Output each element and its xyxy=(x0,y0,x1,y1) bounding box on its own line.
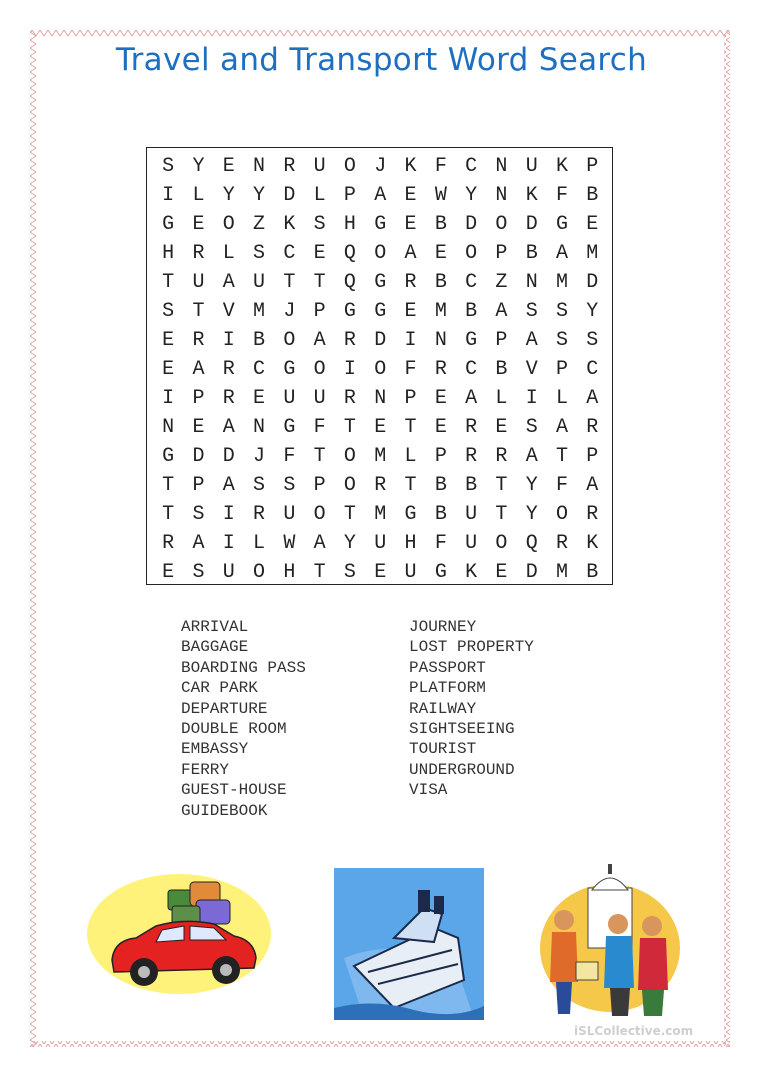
word-list-item: PLATFORM xyxy=(409,679,486,698)
grid-letter: P xyxy=(313,474,326,497)
grid-letter: A xyxy=(222,416,235,439)
grid-letter: O xyxy=(465,242,478,265)
grid-letter: G xyxy=(162,445,175,468)
word-list-item: JOURNEY xyxy=(409,618,477,636)
grid-letter: Y xyxy=(465,184,478,207)
grid-letter: A xyxy=(192,358,205,381)
word-list-item: DOUBLE ROOM xyxy=(181,720,287,739)
grid-letter: N xyxy=(253,416,266,439)
grid-row xyxy=(147,442,612,471)
grid-letter: U xyxy=(313,155,326,178)
grid-letter: S xyxy=(162,300,175,323)
grid-row xyxy=(147,152,612,181)
word-list-item: CAR PARK xyxy=(181,679,258,698)
grid-letter: N xyxy=(374,387,387,410)
grid-letter: A xyxy=(192,532,205,555)
grid-letter: B xyxy=(434,503,447,526)
grid-letter: D xyxy=(374,329,387,352)
grid-letter: G xyxy=(343,300,356,323)
grid-letter: M xyxy=(586,242,599,265)
grid-letter: P xyxy=(313,300,326,323)
grid-letter: D xyxy=(283,184,296,207)
grid-letter: I xyxy=(222,503,235,526)
grid-letter: E xyxy=(374,561,387,584)
grid-letter: R xyxy=(343,329,356,352)
grid-letter: K xyxy=(525,184,538,207)
grid-letter: E xyxy=(192,213,205,236)
grid-letter: G xyxy=(465,329,478,352)
grid-row xyxy=(147,268,612,297)
grid-letter: V xyxy=(525,358,538,381)
grid-letter: S xyxy=(525,416,538,439)
grid-letter: E xyxy=(404,184,417,207)
grid-row xyxy=(147,239,612,268)
grid-letter: K xyxy=(404,155,417,178)
grid-letter: Y xyxy=(192,155,205,178)
grid-letter: O xyxy=(556,503,569,526)
grid-letter: P xyxy=(586,445,599,468)
grid-letter: R xyxy=(465,416,478,439)
grid-letter: R xyxy=(222,358,235,381)
grid-letter: H xyxy=(162,242,175,265)
grid-letter: R xyxy=(586,416,599,439)
grid-letter: U xyxy=(465,532,478,555)
grid-letter: A xyxy=(222,271,235,294)
grid-letter: C xyxy=(253,358,266,381)
grid-letter: O xyxy=(313,503,326,526)
grid-letter: H xyxy=(404,532,417,555)
grid-letter: O xyxy=(222,213,235,236)
grid-letter: F xyxy=(434,532,447,555)
grid-letter: T xyxy=(192,300,205,323)
word-list-item: PASSPORT xyxy=(409,658,486,677)
grid-row xyxy=(147,529,612,558)
grid-letter: T xyxy=(495,503,508,526)
grid-letter: R xyxy=(162,532,175,555)
grid-letter: O xyxy=(374,358,387,381)
grid-letter: L xyxy=(222,242,235,265)
word-list-item: ARRIVAL xyxy=(181,618,249,636)
grid-letter: S xyxy=(192,561,205,584)
grid-letter: A xyxy=(586,474,599,497)
grid-letter: R xyxy=(586,503,599,526)
grid-letter: T xyxy=(313,561,326,584)
grid-letter: E xyxy=(586,213,599,236)
grid-letter: G xyxy=(283,416,296,439)
grid-letter: T xyxy=(283,271,296,294)
grid-letter: S xyxy=(556,300,569,323)
grid-letter: R xyxy=(222,387,235,410)
grid-letter: M xyxy=(556,561,569,584)
grid-letter: E xyxy=(404,213,417,236)
grid-letter: Z xyxy=(495,271,508,294)
grid-letter: R xyxy=(465,445,478,468)
grid-letter: F xyxy=(556,474,569,497)
grid-letter: P xyxy=(556,358,569,381)
cruise-ship-icon xyxy=(334,868,484,1024)
grid-row xyxy=(147,558,612,587)
word-list-item: DEPARTURE xyxy=(181,699,268,718)
grid-letter: E xyxy=(495,416,508,439)
grid-letter: R xyxy=(343,387,356,410)
grid-letter: H xyxy=(283,561,296,584)
word-list-item: UNDERGROUND xyxy=(409,760,515,779)
grid-letter: M xyxy=(556,271,569,294)
grid-letter: R xyxy=(495,445,508,468)
grid-letter: E xyxy=(192,416,205,439)
grid-letter: M xyxy=(374,445,387,468)
grid-letter: K xyxy=(556,155,569,178)
grid-letter: U xyxy=(253,271,266,294)
grid-letter: T xyxy=(495,474,508,497)
grid-letter: L xyxy=(192,184,205,207)
grid-letter: M xyxy=(434,300,447,323)
grid-letter: E xyxy=(434,387,447,410)
grid-letter: A xyxy=(374,184,387,207)
grid-letter: F xyxy=(404,358,417,381)
grid-letter: F xyxy=(556,184,569,207)
grid-letter: D xyxy=(465,213,478,236)
grid-letter: E xyxy=(253,387,266,410)
word-search-grid xyxy=(146,147,613,585)
grid-letter: O xyxy=(283,329,296,352)
grid-letter: P xyxy=(434,445,447,468)
grid-letter: G xyxy=(283,358,296,381)
grid-letter: O xyxy=(495,532,508,555)
grid-letter: C xyxy=(586,358,599,381)
grid-letter: C xyxy=(465,155,478,178)
car-with-luggage-icon xyxy=(84,868,274,1002)
grid-letter: O xyxy=(343,474,356,497)
grid-letter: S xyxy=(343,561,356,584)
grid-letter: P xyxy=(495,242,508,265)
grid-letter: M xyxy=(253,300,266,323)
grid-letter: L xyxy=(253,532,266,555)
grid-letter: E xyxy=(434,242,447,265)
grid-letter: L xyxy=(556,387,569,410)
grid-letter: K xyxy=(465,561,478,584)
grid-letter: T xyxy=(404,416,417,439)
grid-letter: H xyxy=(343,213,356,236)
grid-letter: T xyxy=(162,474,175,497)
grid-letter: B xyxy=(586,184,599,207)
grid-letter: F xyxy=(283,445,296,468)
grid-letter: I xyxy=(222,532,235,555)
grid-letter: L xyxy=(313,184,326,207)
word-list-item: FERRY xyxy=(181,760,230,779)
grid-letter: S xyxy=(253,242,266,265)
grid-row xyxy=(147,471,612,500)
grid-letter: E xyxy=(313,242,326,265)
grid-letter: G xyxy=(556,213,569,236)
grid-letter: N xyxy=(162,416,175,439)
grid-letter: Y xyxy=(343,532,356,555)
grid-letter: P xyxy=(192,387,205,410)
grid-letter: U xyxy=(525,155,538,178)
grid-letter: T xyxy=(162,271,175,294)
grid-letter: O xyxy=(495,213,508,236)
grid-letter: V xyxy=(222,300,235,323)
grid-letter: E xyxy=(434,416,447,439)
grid-letter: D xyxy=(586,271,599,294)
grid-letter: E xyxy=(222,155,235,178)
grid-letter: P xyxy=(192,474,205,497)
grid-letter: Q xyxy=(525,532,538,555)
grid-letter: I xyxy=(343,358,356,381)
grid-letter: S xyxy=(313,213,326,236)
grid-letter: M xyxy=(374,503,387,526)
grid-letter: Y xyxy=(525,474,538,497)
word-list-item: BAGGAGE xyxy=(181,638,249,657)
word-list-item: BOARDING PASS xyxy=(181,658,306,677)
grid-letter: R xyxy=(253,503,266,526)
grid-row xyxy=(147,210,612,239)
grid-letter: Y xyxy=(525,503,538,526)
grid-letter: R xyxy=(404,271,417,294)
grid-letter: G xyxy=(162,213,175,236)
watermark: iSLCollective.com xyxy=(574,1024,694,1038)
grid-letter: D xyxy=(525,561,538,584)
grid-letter: S xyxy=(162,155,175,178)
word-list-right xyxy=(409,617,534,801)
grid-letter: O xyxy=(343,445,356,468)
grid-letter: O xyxy=(253,561,266,584)
grid-letter: A xyxy=(465,387,478,410)
grid-letter: E xyxy=(404,300,417,323)
grid-letter: R xyxy=(434,358,447,381)
word-list-item: VISA xyxy=(409,781,448,800)
grid-letter: K xyxy=(283,213,296,236)
grid-letter: T xyxy=(343,416,356,439)
grid-letter: E xyxy=(495,561,508,584)
grid-letter: B xyxy=(465,474,478,497)
grid-letter: A xyxy=(586,387,599,410)
grid-row xyxy=(147,181,612,210)
grid-letter: D xyxy=(222,445,235,468)
grid-letter: B xyxy=(253,329,266,352)
word-list-item: GUIDEBOOK xyxy=(181,801,268,820)
grid-letter: D xyxy=(192,445,205,468)
grid-letter: T xyxy=(556,445,569,468)
grid-letter: C xyxy=(465,358,478,381)
grid-letter: T xyxy=(313,271,326,294)
grid-letter: J xyxy=(283,300,296,323)
grid-letter: G xyxy=(434,561,447,584)
grid-letter: U xyxy=(465,503,478,526)
grid-letter: R xyxy=(556,532,569,555)
grid-letter: J xyxy=(374,155,387,178)
grid-letter: B xyxy=(434,271,447,294)
grid-letter: Y xyxy=(253,184,266,207)
grid-letter: B xyxy=(434,213,447,236)
grid-letter: L xyxy=(495,387,508,410)
grid-letter: I xyxy=(162,184,175,207)
grid-letter: N xyxy=(434,329,447,352)
grid-letter: R xyxy=(192,242,205,265)
grid-row xyxy=(147,355,612,384)
grid-letter: I xyxy=(162,387,175,410)
grid-letter: D xyxy=(525,213,538,236)
grid-letter: Y xyxy=(586,300,599,323)
word-list-left xyxy=(181,617,306,821)
grid-letter: N xyxy=(495,155,508,178)
grid-letter: U xyxy=(374,532,387,555)
grid-letter: E xyxy=(374,416,387,439)
grid-letter: S xyxy=(192,503,205,526)
grid-letter: K xyxy=(586,532,599,555)
grid-letter: B xyxy=(586,561,599,584)
grid-letter: F xyxy=(313,416,326,439)
grid-letter: G xyxy=(374,213,387,236)
grid-letter: I xyxy=(525,387,538,410)
grid-letter: U xyxy=(313,387,326,410)
grid-letter: T xyxy=(343,503,356,526)
grid-letter: R xyxy=(283,155,296,178)
grid-letter: L xyxy=(404,445,417,468)
grid-letter: O xyxy=(374,242,387,265)
grid-letter: C xyxy=(465,271,478,294)
grid-letter: I xyxy=(222,329,235,352)
grid-letter: A xyxy=(556,242,569,265)
grid-letter: B xyxy=(525,242,538,265)
grid-letter: O xyxy=(313,358,326,381)
grid-letter: P xyxy=(343,184,356,207)
word-list-item: LOST PROPERTY xyxy=(409,638,534,657)
grid-row xyxy=(147,500,612,529)
grid-letter: N xyxy=(253,155,266,178)
grid-letter: U xyxy=(283,503,296,526)
grid-letter: E xyxy=(162,358,175,381)
grid-letter: W xyxy=(434,184,447,207)
grid-letter: A xyxy=(556,416,569,439)
grid-letter: G xyxy=(374,300,387,323)
grid-letter: R xyxy=(374,474,387,497)
grid-letter: A xyxy=(525,329,538,352)
grid-row xyxy=(147,413,612,442)
grid-letter: T xyxy=(313,445,326,468)
grid-letter: P xyxy=(586,155,599,178)
grid-letter: S xyxy=(253,474,266,497)
grid-letter: G xyxy=(374,271,387,294)
grid-letter: B xyxy=(434,474,447,497)
word-list-item: EMBASSY xyxy=(181,740,249,759)
page-title: Travel and Transport Word Search xyxy=(115,42,648,78)
grid-letter: E xyxy=(162,329,175,352)
grid-letter: S xyxy=(525,300,538,323)
grid-letter: A xyxy=(313,532,326,555)
grid-letter: A xyxy=(495,300,508,323)
grid-letter: I xyxy=(404,329,417,352)
word-list-item: SIGHTSEEING xyxy=(409,720,515,739)
grid-letter: Z xyxy=(253,213,266,236)
grid-letter: A xyxy=(313,329,326,352)
grid-letter: S xyxy=(283,474,296,497)
grid-letter: N xyxy=(525,271,538,294)
grid-letter: F xyxy=(434,155,447,178)
grid-letter: O xyxy=(343,155,356,178)
grid-letter: B xyxy=(465,300,478,323)
grid-letter: B xyxy=(495,358,508,381)
grid-letter: A xyxy=(525,445,538,468)
grid-letter: Q xyxy=(343,271,356,294)
grid-row xyxy=(147,297,612,326)
grid-letter: W xyxy=(283,532,296,555)
grid-letter: U xyxy=(283,387,296,410)
grid-letter: T xyxy=(162,503,175,526)
grid-letter: Q xyxy=(343,242,356,265)
grid-letter: G xyxy=(404,503,417,526)
word-list-item: TOURIST xyxy=(409,740,477,759)
grid-letter: C xyxy=(283,242,296,265)
grid-letter: N xyxy=(495,184,508,207)
grid-letter: U xyxy=(222,561,235,584)
grid-letter: U xyxy=(192,271,205,294)
grid-letter: P xyxy=(404,387,417,410)
grid-letter: E xyxy=(162,561,175,584)
tourists-icon xyxy=(536,862,686,1026)
grid-letter: S xyxy=(586,329,599,352)
grid-row xyxy=(147,326,612,355)
word-list-item: RAILWAY xyxy=(409,699,477,718)
grid-letter: J xyxy=(253,445,266,468)
grid-letter: A xyxy=(222,474,235,497)
grid-letter: R xyxy=(192,329,205,352)
grid-letter: P xyxy=(495,329,508,352)
grid-row xyxy=(147,384,612,413)
grid-letter: T xyxy=(404,474,417,497)
grid-letter: S xyxy=(556,329,569,352)
grid-letter: Y xyxy=(222,184,235,207)
word-list-item: GUEST-HOUSE xyxy=(181,781,287,800)
grid-letter: A xyxy=(404,242,417,265)
grid-letter: U xyxy=(404,561,417,584)
